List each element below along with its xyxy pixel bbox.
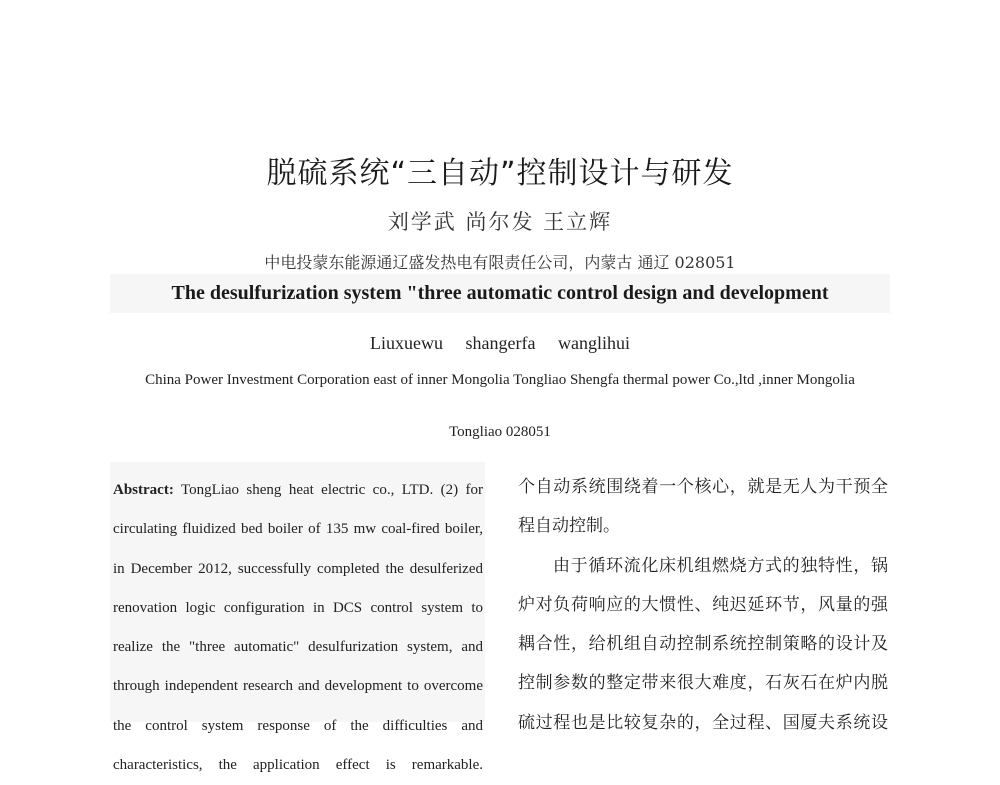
body-line: 控制参数的整定带来很大难度，石灰石在炉内脱 [518, 673, 888, 694]
body-line: 个自动系统围绕着一个核心，就是无人为干预全 [518, 477, 888, 497]
body-line: 炉对负荷响应的大惯性、纯迟延环节，风量的强 [518, 594, 888, 615]
abstract-line: circulating fluidized bed boiler of 135 mw coal-fired boiler, [113, 521, 483, 538]
abstract-line: through independent research and development to overcome [113, 678, 483, 695]
abstract-text: TongLiao sheng heat electric co., LTD. (2) for [180, 482, 483, 498]
body-line: 耦合性，给机组自动控制系统控制策略的设计及 [518, 634, 888, 655]
abstract-column [113, 471, 483, 785]
body-column [518, 468, 888, 743]
english-affiliation-postcode: Tongliao 028051 [449, 424, 551, 440]
chinese-authors: 刘学武 尚尔发 王立辉 [387, 210, 613, 234]
body-line: 程自动控制。 [518, 516, 620, 537]
abstract-line: in December 2012, successfully completed the desulferized [113, 560, 483, 577]
body-line: 由于循环流化床机组燃烧方式的独特性，锅 [553, 555, 888, 576]
abstract-line: the control system response of the difficulties and [113, 717, 483, 734]
author-name: wanglihui [557, 333, 630, 353]
author-name: shangerfa [465, 333, 536, 353]
author-name: Liuxuewu [370, 333, 443, 353]
english-authors [0, 333, 1000, 354]
abstract-line: realize the "three automatic" desulfurization system, and [113, 639, 483, 656]
chinese-title: 脱硫系统“三自动”控制设计与研发 [266, 156, 734, 191]
chinese-affiliation: 中电投蒙东能源通辽盛发热电有限责任公司，内蒙古 通辽 028051 [264, 253, 736, 272]
abstract-label: Abstract: [113, 482, 174, 498]
english-title: The desulfurization system "three automatic control design and development [171, 282, 829, 304]
abstract-line [113, 471, 483, 510]
english-affiliation: China Power Investment Corporation east of inner Mongolia Tongliao Shengfa thermal power Co.,ltd ,inner Mongolia [145, 372, 855, 388]
body-line: 硫过程也是比较复杂的，全过程、国厦夫系统设 [518, 712, 888, 733]
abstract-line: characteristics, the application effect is remarkable. [113, 757, 483, 774]
abstract-line: renovation logic configuration in DCS control system to [113, 599, 483, 616]
